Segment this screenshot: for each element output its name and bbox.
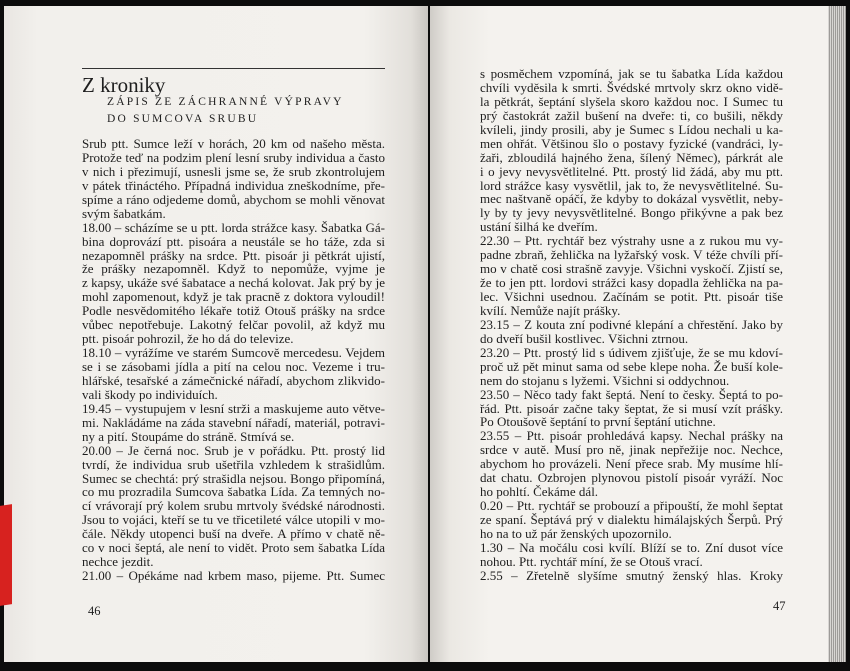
text-line: cí vrávorají prý kolem srubu mrtvoly švédské národnosti. [82,498,385,514]
text-line: 21.00 – Opékáme nad krbem maso, pijeme. Ptt. Sumec [82,568,385,584]
text-line: lord strážce kasy vysvětlil, jak to, že nevysvětlitelné. Su- [480,177,783,193]
text-line: Protože teď na podzim plení lesní sruby individua a často [82,149,385,165]
text-line: kvíleli, jindy prosili, aby je Sumec s Lídou nechali u ka- [480,121,783,137]
text-line: ze spaní. Šeptává prý v dialektu himálajských Šerpů. Prý [480,512,783,527]
text-line: 0.20 – Ptt. rychtář se probouzí a připouští, že mohl šeptat [480,498,783,514]
text-line: v pátek třináctého. Případná individua zneškodníme, pře- [82,177,385,193]
text-line: co mu prozradila Sumcova šabatka Lída. Za temných no- [82,484,385,500]
text-line: kvílí. Nemůže najít prášky. [480,302,621,318]
text-line: abychom ho provázeli. Není přece srab. My musíme hlí- [480,456,783,472]
text-line: Jsou to vojáci, kteří se tu ve třicetileté válce utopili v mo- [82,512,385,528]
left-page-body-text [82,137,385,583]
text-line: nem do stojanu s lyžemi. Všichni si oddychnou. [480,372,730,388]
text-line: s posměchem vzpomíná, jak se tu šabatka Lída každou [480,66,783,81]
header-rule [82,68,385,69]
text-line: proč už pět minut sama od sebe klepe noha. Že buší kole- [480,358,783,374]
red-bookmark-ribbon [0,504,12,606]
text-line: i o jevy nevysvětlitelné. Ptt. prostý lid žádá, aby mu ptt. [480,163,783,179]
text-line: nezapomněl prášky na srdce. Ptt. pisoár ji pětkrát ujistí, [82,247,385,263]
text-line: mi. Nakládáme na záda stavební nářadí, materiál, potravi- [82,414,385,430]
text-line: ny a pití. Stoupáme do stráně. Stmívá se. [82,428,295,444]
text-line: 22.30 – Ptt. rychtář bez výstrahy usne a z rukou mu vy- [480,233,783,249]
section-subtitle-line-2: DO SUMCOVA SRUBU [107,113,259,125]
text-line: čále. Někdy utopenci buší na dveře. A přímo v chatě ně- [82,526,385,542]
text-line: z kapsy, ukáže své šabatace a nechá kolovat. Jak prý by je [82,275,385,291]
text-line: že prášky nezapomněl. Když to nepomůže, vyjme je [82,261,385,277]
chapter-title: Z kroniky [82,73,166,97]
text-line: ho na to už pár ženských upozornilo. [480,525,672,541]
text-line: mo v chatě cosi strašně zavyje. Všichni vyskočí. Zjistí se, [480,261,783,277]
page-number-right: 47 [773,599,786,613]
text-line: co v noci šeptá, ale není to vidět. Proto sem šabatka Lída [82,540,385,556]
text-line: svým šabatkám. [82,205,166,221]
text-line: tvrdí, že individua srub ušetřila vzhledem k strašidlům. [82,456,385,472]
text-line: 18.10 – vyrážíme ve starém Sumcově mercedesu. Vejdem [82,345,385,361]
text-line: ho pohltí. Čekáme dál. [480,484,599,500]
text-line: prý častokrát zažil bušení na dveře: ti, co bušili, někdy [480,107,783,123]
text-line: ustání šilhá ke dveřím. [480,219,598,235]
text-line: chvíli vyděsila k smrti. Švédské mrtvoly skrz okno vidě- [480,79,783,95]
text-line: 23.55 – Ptt. pisoár prohledává kapsy. Nechal prášky na [480,428,783,444]
text-line: nohou. Ptt. rychtář míní, že se Otouš vrací. [480,553,703,569]
text-line: 23.50 – Něco tady fakt šeptá. Není to česky. Šeptá to po- [480,386,783,402]
text-line: do dveří bušil kostlivec. Všichni ztrnou. [480,330,689,346]
text-line: mec naštvaně opáčí, že kdyby to dokázal vysvětlit, neby- [480,191,783,207]
text-line: ptt. pisoár pohrozil, že ho dá do televize. [82,331,294,347]
page-number-left: 46 [88,604,101,618]
text-line: la pětkrát, šeptání slyšela skoro každou noc. I Sumec tu [480,93,783,109]
text-line: v nich i přezimují, usnesli jsme se, že srub zkontrolujem [82,163,385,179]
text-line: men ohřát. Většinou šlo o postavy fyzické (vandráci, ly- [480,135,783,151]
text-line: Po Otoušově šeptání to první šeptání utichne. [480,414,716,430]
text-line: Sumec se chechtá: prý strašidla nejsou. Bongo připomíná, [82,470,385,486]
text-line: se i se zásobami jídla a pití na celou noc. Vezeme i tru- [82,359,385,374]
text-line: vůbec nepotřebuje. Lakotný felčar povolil, až když mu [82,317,385,333]
section-subtitle-line-1: ZÁPIS ZE ZÁCHRANNÉ VÝPRAVY [107,96,344,108]
text-line: žaři, zbloudilá hajného žena, šílený Němec), párkrát ale [480,149,783,165]
text-line: 2.55 – Zřetelně slyšíme smutný ženský hlas. Kroky [480,567,783,583]
text-line: 20.00 – Je černá noc. Srub je v pořádku. Ptt. prostý lid [82,442,385,458]
text-line: 23.15 – Z kouta zní podivné klepání a chřestění. Jako by [480,316,783,332]
text-line: 19.45 – vystupujem v lesní strži a maskujeme auto větve- [82,400,385,416]
text-line: hlářské, tesařské a zámečnické nářadí, abychom zlikvido- [82,372,385,388]
text-line: Podle nesvědomitého lékaře totiž Otouš prášky na srdce [82,303,385,319]
text-line: že to jen ptt. lordovi strážci kasy dopadla žehlička na pa- [480,275,783,291]
text-line: 18.00 – scházíme se u ptt. lorda strážce kasy. Šabatka Gá- [82,219,385,235]
text-line: bina doprovází ptt. pisoára a neustále se ho táže, zda si [82,233,385,249]
text-line: padne zbraň, žehlička na lyžařský vosk. V téže chvíli pří- [480,247,783,263]
text-line: srdce v autě. Musí pro ně, jinak nepřežije noc. Nechce, [480,442,783,458]
text-line: ly by ty jevy nevysvětlitelné. Bongo přikývne a pak bez [480,205,783,221]
text-line: spíme a ráno odjedeme domů, abychom se mohli věnovat [82,191,385,207]
text-line: Srub ptt. Sumce leží v horách, 20 km od našeho města. [82,136,385,151]
text-line: 1.30 – Na močálu cosi kvílí. Blíží se to. Zní dusot více [480,539,783,555]
page-stack-edge [826,6,846,662]
text-line: mohl zapomenout, když je tak pracně z doktora vyloudil! [82,289,385,305]
right-page-body-text [480,67,783,583]
text-line: 23.20 – Ptt. prostý lid s údivem zjišťuje, že se mu kdoví- [480,344,783,360]
text-line: řád. Ptt. pisoár začne taky šeptat, že si musí vzít prášky. [480,400,783,416]
text-line: dat chatu. Ozbrojen plynovou pistolí pisoár vyráží. Noc [480,470,783,486]
text-line: nechce jezdit. [82,554,154,570]
text-line: vali škody po individuích. [82,386,218,402]
text-line: lec. Všichni usednou. Začínám se potit. Ptt. pisoár tiše [480,289,783,304]
